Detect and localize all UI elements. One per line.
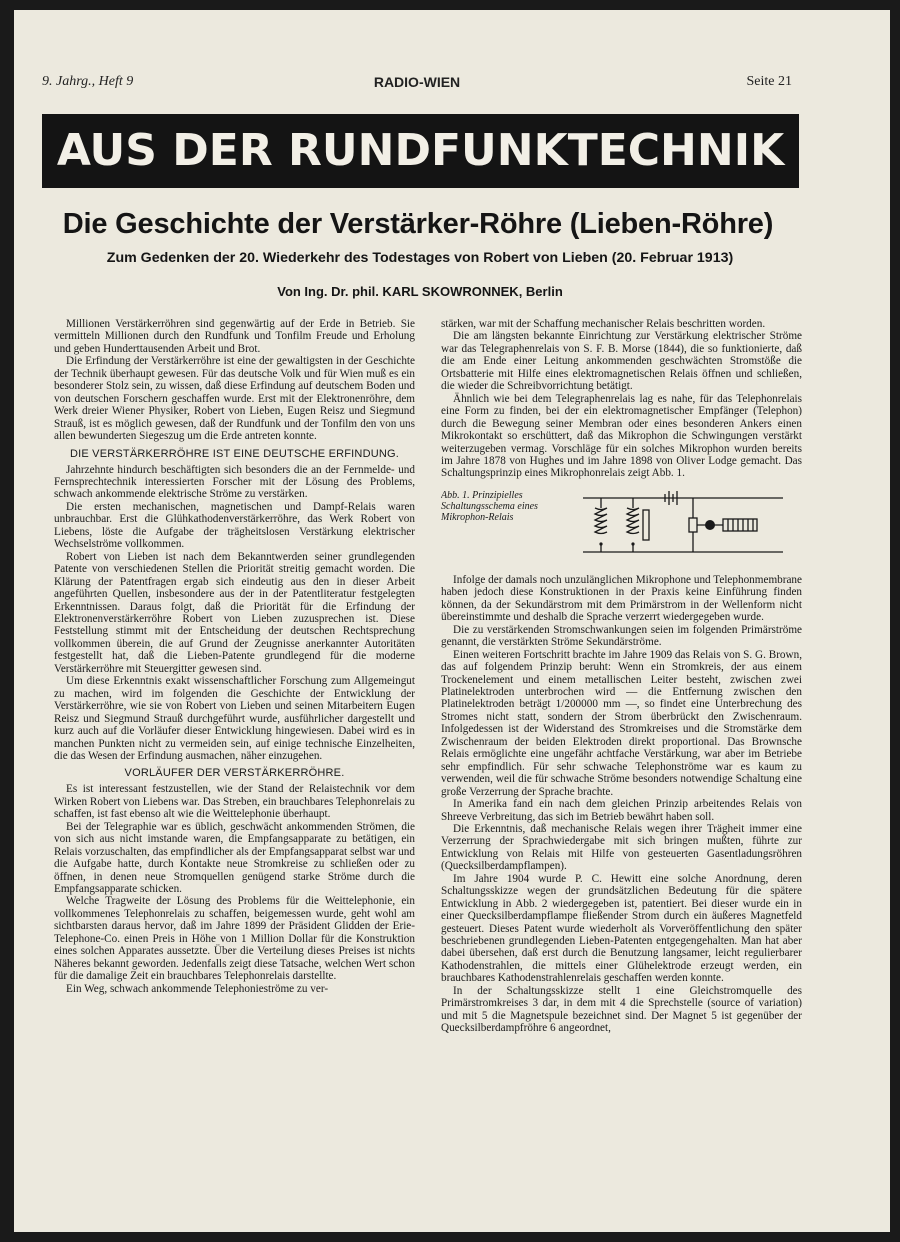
article-subtitle: Zum Gedenken der 20. Wiederkehr des Todestages von Robert von Lieben (20. Februar 1913) xyxy=(106,250,734,266)
paragraph: stärken, war mit der Schaffung mechanischer Relais beschritten worden. xyxy=(441,318,766,330)
paragraph: In der Schaltungsskizze stellt 1 eine Gleichstromquelle des Primärstromkreises 3 dar, in dem mit 4 die Sprechstelle (source of variation) und mit 5 die Magnetspule bezeichnet sind. Der Magnet 5 ist gegenüber der Quecksilberdampfröhre 6 angeordnet, xyxy=(441,984,802,1035)
issue-info: 9. Jahrg., Heft 9 xyxy=(42,74,134,89)
paragraph: In Amerika fand ein nach dem gleichen Prinzip arbeitendes Relais von Shreeve Verbreitung, das sich im Betrieb bewährt haben soll. xyxy=(441,798,802,823)
section-heading: VORLÄUFER DER VERSTÄRKERRÖHRE. xyxy=(124,767,345,780)
paragraph: Die Erfindung der Verstärkerröhre ist eine der gewaltigsten in der Geschichte der Technik überhaupt gewesen. Für das deutsche Volk und für Wien muß es ein besonderer Stolz sein, zu wissen, daß diese Erfindung auf deutschem Boden und von deutschen Forschern geschaffen wurde. Erst mit der Elektronenröhre, dem Werk dreier Wiener Physiker, Robert von Lieben, Eugen Reisz und Siegmund Strauß, ist es möglich gewesen, daß der Rundfunk und der Tonfilm den von uns allen bewunderten Siegeszug um die Erde antreten konnte. xyxy=(54,355,415,443)
section-heading: DIE VERSTÄRKERRÖHRE IST EINE DEUTSCHE ERFINDUNG. xyxy=(69,447,400,460)
paragraph: Ein Weg, schwach ankommende Telephonieströme zu ver- xyxy=(66,982,329,995)
right-column xyxy=(441,318,802,1163)
paragraph: Die ersten mechanischen, magnetischen und Dampf-Relais waren unbrauchbar. Erst die Glühkathodenverstärkerröhre, das Werk Robert von Liebens, löste die Aufgabe der trägheitslosen Verstärkung elektrischer Wechselströme vollkommen. xyxy=(54,500,415,551)
paragraph: Um diese Erkenntnis exakt wissenschaftlicher Forschung zum Allgemeingut zu machen, wird im folgenden die Geschichte der Entwicklung der Verstärkerröhre, wie sie von Robert von Lieben und seinen Mitarbeitern Eugen Reisz und Siegmund Strauß durchgeführt wurde, ausführlicher dargestellt und kurz auch auf die Vorläufer dieser Entwicklung hingewiesen. Dabei wird es in manchen Punkten nicht zu vermeiden sein, auf einige technische Einzelheiten, die das Wesen der Erfindung ausmachen, näher einzugehen. xyxy=(54,675,415,762)
magazine-name: RADIO-WIEN xyxy=(373,74,461,90)
paragraph: Ähnlich wie bei dem Telegraphenrelais lag es nahe, für das Telephonrelais eine Form zu finden, bei der ein elektromagnetischer Empfänger (Telephon) durch die Bewegung seiner Membran oder eines besonderen Ankers einen Mikrokontakt so erschüttert, daß das Mikrophon die Schwingungen verstärkt weiterzugeben vermag. Vorschläge für ein solches Mikrophon wurden bereits im Jahre 1878 von Hughes und im Jahre 1898 von Oliver Lodge gemacht. Das Schaltungsprinzip eines Mikrophonrelais zeigt Abb. 1. xyxy=(441,392,802,480)
paragraph: Jahrzehnte hindurch beschäftigten sich besonders die an der Fernmelde- und Fernsprechtechnik interessierten Forscher mit der Lösung des Problems, schwach ankommende elektrische Ströme zu verstärken. xyxy=(54,463,415,501)
paragraph: Es ist interessant festzustellen, wie der Stand der Relaistechnik vor dem Wirken Robert von Liebens war. Das Streben, ein brauchbares Telephonrelais zu schaffen, ist fast ebenso alt wie die Weittelephonie überhaupt. xyxy=(54,783,415,821)
paragraph: Millionen Verstärkerröhren sind gegenwärtig auf der Erde in Betrieb. Sie vermitteln Millionen durch den Rundfunk und Tonfilm Freude und Erholung und geben Hunderttausenden Arbeit und Brot. xyxy=(54,318,415,355)
article-author: Von Ing. Dr. phil. KARL SKOWRONNEK, Berlin xyxy=(277,284,563,299)
microphone-relay-diagram xyxy=(583,488,793,566)
article-title: Die Geschichte der Verstärker-Röhre (Lieben-Röhre) xyxy=(62,208,774,240)
figure-1 xyxy=(441,488,802,566)
page-number: Seite 21 xyxy=(746,74,792,89)
paragraph: Die zu verstärkenden Stromschwankungen seien im folgenden Primärströme genannt, die verstärkten Ströme Sekundärströme. xyxy=(441,623,802,649)
left-column xyxy=(54,318,415,1163)
paragraph: Robert von Lieben ist nach dem Bekanntwerden seiner grundlegenden Patente von verschiedenen Stellen die Priorität streitig gemacht worden. Die Klärung der Patentfragen ergab sich eindeutig aus den in dieser Arbeit angeführten Quellen, insbesondere aus der in der Patentliteratur festgelegten Erkenntnissen. Daraus folgt, daß die Priorität für die Erfindung der Elektronenverstärkerröhre Robert von Lieben zuzusprechen ist. Diese Feststellung stimmt mit der Entscheidung der deutschen Rechtsprechung vollkommen überein, die auf Grund der Zeugnisse anerkannter Autoritäten festgestellt hat, daß die Lieben-Patente grundlegend für die moderne Verstärkerröhre mit Steuergitter gewesen sind. xyxy=(54,550,415,675)
paragraph: Die Erkenntnis, daß mechanische Relais wegen ihrer Trägheit immer eine Verzerrung der Sprachwiedergabe mit sich bringen mußten, führte zur Entwicklung von Relais mit Hilfe von gesteuerten Gasentladungsröhren (Quecksilberdampflampen). xyxy=(441,822,802,873)
paragraph: Infolge der damals noch unzulänglichen Mikrophone und Telephonmembrane haben jedoch diese Konstruktionen in der Praxis keine Einführung finden können, da der Sekundärstrom mit dem Primärstrom in der Wellenform nicht übereinstimmte und deshalb die Sprache verzerrt wiedergegeben wurde. xyxy=(441,573,802,624)
paragraph: Welche Tragweite der Lösung des Problems für die Weittelephonie, ein vollkommenes Telephonrelais zu schaffen, beigemessen wurde, geht wohl am sichtbarsten daraus hervor, daß im Jahre 1899 der Präsident Glidden der Erie-Telephone-Co. einen Preis in Höhe von 1 Million Dollar für die Konstruktion eines solchen Apparates aussetzte. Über die Verteilung dieses Preises ist nichts Näheres bekannt geworden. Jedenfalls zeigt diese Tatsache, welchen Wert schon für die damalige Zeit ein brauchbares Telephonrelais darstellte. xyxy=(54,895,415,983)
paragraph: Im Jahre 1904 wurde P. C. Hewitt eine solche Anordnung, deren Schaltungsskizze wegen der grundsätzlichen Bedeutung für die spätere Entwicklung in Abb. 2 wiedergegeben ist, patentiert. Bei dieser wurde ein in einer Quecksilberdampflampe fließender Strom durch ein äußeres Magnetfeld gesteuert. Dieses Patent wurde wiederholt als Vorveröffentlichung den später beschriebenen grundlegenden Lieben-Patenten entgegengehalten. Man hat aber dabei übersehen, daß erst durch die Benutzung langsamer, leicht regulierbarer Kathodenstrahlen, die mittels einer Glühelektrode erzeugt werden, ein brauchbares Kathodenstrahlenrelais geschaffen werden konnte. xyxy=(441,872,802,985)
figure-caption: Abb. 1. Prinzipielles Schaltungsschema eines Mikrophon-Relais xyxy=(441,489,538,523)
paragraph: Einen weiteren Fortschritt brachte im Jahre 1909 das Relais von S. G. Brown, das auf folgendem Prinzip beruht: Wenn ein Stromkreis, der aus einem Trockenelement und einem metallischen Leiter besteht, zwischen zwei Platinelektroden unterbrochen wird — die Entfernung zwischen den Platinelektroden beträgt 1/200000 mm —, so findet eine Unterbrechung des Stromes nicht statt, sondern der Strom überbrückt den Zwischenraum. Infolgedessen ist der Widerstand des Stromkreises und die Stromstärke dem Zwischenraum der beiden Elektroden direkt proportional. Das Brownsche Relais ermöglichte eine ungefähr achtfache Verstärkung, war aber im Betriebe sehr empfindlich. Für sehr schwache Telephonströme war es kaum zu verwenden, weil die für schwache Ströme besonders notwendige Schaltung eine große Verzerrung der Sprache brachte. xyxy=(441,648,802,798)
paragraph: Die am längsten bekannte Einrichtung zur Verstärkung elektrischer Ströme war das Telegraphenrelais von S. F. B. Morse (1844), die so funktionierte, daß die am Ende einer Leitung ankommenden geschwächten Stromstöße die Ortsbatterie mit Hilfe eines elektromagnetischen Relais öffnen und schließen, die wieder die Schreibvorrichtung betätigt. xyxy=(441,330,802,393)
paragraph: Bei der Telegraphie war es üblich, geschwächt ankommenden Strömen, die von sich aus nicht imstande waren, die Empfangsapparate zu betätigen, ein Relais vorzuschalten, das empfindlicher als der Empfangsapparat selbst war und die Aufgabe hatte, durch Kontakte neue Stromkreise zu schließen oder zu öffnen, in denen neue Stromquellen genügend starke Ströme durch die Empfangsapparate schicken. xyxy=(54,820,415,896)
section-banner: AUS DER RUNDFUNKTECHNIK xyxy=(42,114,799,188)
running-header xyxy=(42,74,792,96)
